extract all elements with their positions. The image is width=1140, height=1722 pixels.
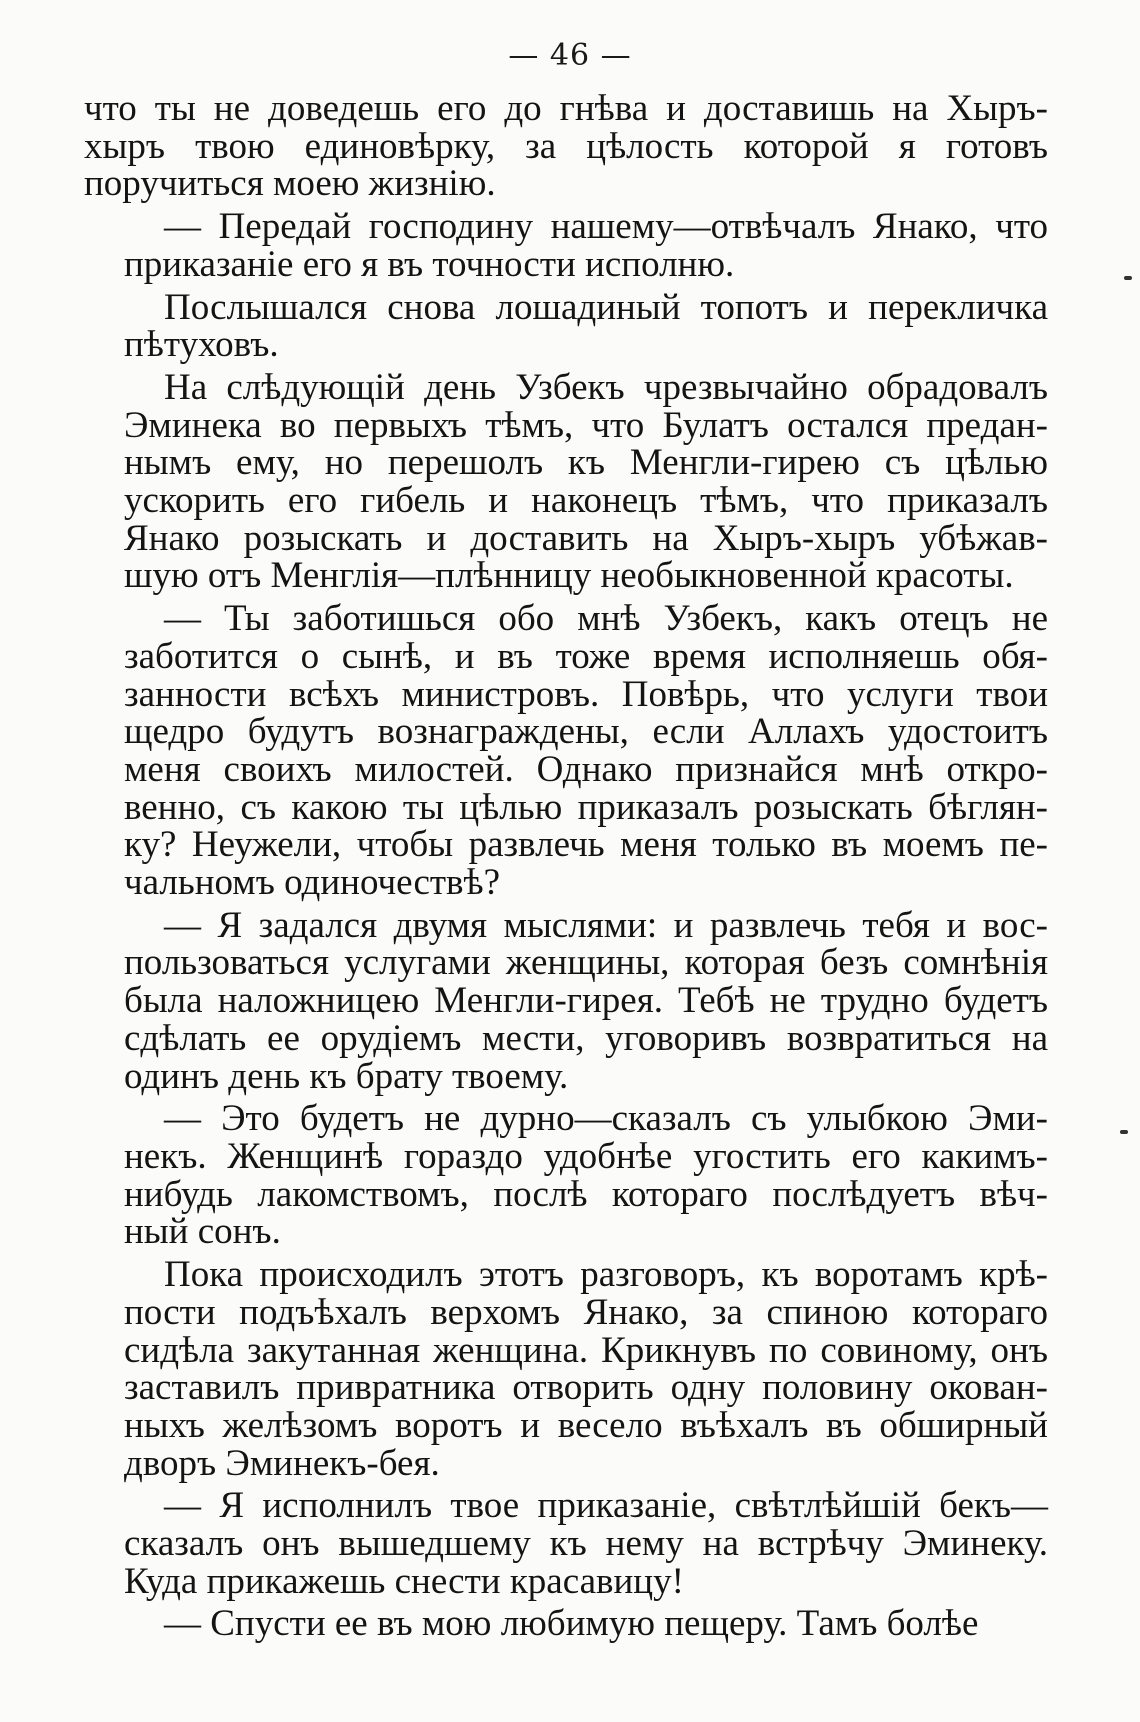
text-line: некъ. Женщинѣ гораздо удобнѣе угостить его какимъ- xyxy=(124,1135,1048,1177)
text-line: — Ты заботишься обо мнѣ Узбекъ, какъ отецъ не xyxy=(164,598,1048,640)
paragraph xyxy=(84,1256,1048,1482)
text-line: поручиться моею жизнію. xyxy=(84,163,496,205)
text-line: что ты не доведешь его до гнѣва и доставишь на Хыръ- xyxy=(84,88,1048,129)
body-text xyxy=(84,90,1048,1643)
text-line: Янако розыскать и доставить на Хыръ-хыръ убѣжав- xyxy=(124,517,1048,559)
text-line: Послышался снова лошадиный топотъ и перекличка xyxy=(164,286,1048,328)
text-line: заставилъ привратника отворить одну половину окован- xyxy=(124,1367,1048,1409)
text-line: одинъ день къ брату твоему. xyxy=(124,1055,569,1097)
text-line: сказалъ онъ вышедшему къ нему на встрѣчу Эминеку. xyxy=(124,1523,1048,1565)
paragraph xyxy=(84,600,1048,902)
paragraph xyxy=(84,1605,1048,1643)
text-line: — Спусти ее въ мою любимую пещеру. Тамъ болѣе xyxy=(164,1603,979,1645)
text-line: дворъ Эминекъ-бея. xyxy=(124,1442,440,1484)
text-line: Эминека во первыхъ тѣмъ, что Булатъ остался предан- xyxy=(124,404,1048,446)
paragraph xyxy=(84,286,1048,366)
paragraph xyxy=(84,1100,1048,1251)
text-line: пѣтуховъ. xyxy=(124,324,279,366)
text-line: Куда прикажешь снести красавицу! xyxy=(124,1560,684,1602)
page-number: — 46 — xyxy=(508,38,632,73)
text-line: пользоваться услугами женщины, которая безъ сомнѣнія xyxy=(124,942,1048,984)
paragraph xyxy=(84,90,1048,203)
text-line: венно, съ какою ты цѣлью приказалъ розыскать бѣглян- xyxy=(124,786,1048,828)
paragraph xyxy=(84,904,1048,1097)
text-line: — Я задался двумя мыслями: и развлечь тебя и вос- xyxy=(164,904,1048,946)
paragraph xyxy=(84,366,1048,597)
text-line: щедро будутъ вознаграждены, если Аллахъ удостоитъ xyxy=(124,711,1048,753)
paragraph xyxy=(84,208,1048,283)
text-line: Пока происходилъ этотъ разговоръ, къ воротамъ крѣ- xyxy=(164,1254,1048,1296)
text-line: хыръ твою единовѣрку, за цѣлость которой я готовъ xyxy=(84,125,1048,167)
text-line: чальномъ одиночествѣ? xyxy=(124,862,501,904)
text-line: пости подъѣхалъ верхомъ Янако, за спиною котораго xyxy=(124,1291,1048,1333)
text-line: шую отъ Менглія—плѣнницу необыкновенной красоты. xyxy=(124,555,1014,597)
text-line: сдѣлать ее орудіемъ мести, уговоривъ возвратиться на xyxy=(124,1017,1048,1059)
text-line: — Это будетъ не дурно—сказалъ съ улыбкою Эми- xyxy=(164,1098,1048,1140)
text-line: приказаніе его я въ точности исполню. xyxy=(124,243,735,285)
text-line: На слѣдующій день Узбекъ чрезвычайно обрадовалъ xyxy=(164,366,1048,408)
text-line: — Передай господину нашему—отвѣчалъ Янако, что xyxy=(164,206,1048,248)
text-line: нымъ ему, но перешолъ къ Менгли-гирею съ цѣлью xyxy=(124,442,1048,484)
text-line: ный сонъ. xyxy=(124,1211,281,1253)
text-line: ныхъ желѣзомъ воротъ и весело въѣхалъ въ обширный xyxy=(124,1404,1048,1446)
text-line: ку? Неужели, чтобы развлечь меня только въ моемъ пе- xyxy=(124,824,1048,866)
text-line: заботится о сынѣ, и въ тоже время исполняешь обя- xyxy=(124,635,1048,677)
text-line: занности всѣхъ министровъ. Повѣрь, что услуги твои xyxy=(124,673,1048,715)
paragraph xyxy=(84,1487,1048,1600)
text-line: — Я исполнилъ твое приказаніе, свѣтлѣйшій бекъ— xyxy=(164,1485,1048,1527)
text-line: нибудь лакомствомъ, послѣ котораго послѣдуетъ вѣч- xyxy=(124,1173,1048,1215)
text-line: была наложницею Менгли-гирея. Тебѣ не трудно будетъ xyxy=(124,980,1048,1022)
text-line: меня своихъ милостей. Однако признайся мнѣ откро- xyxy=(124,748,1048,790)
margin-mark xyxy=(1120,1130,1128,1134)
text-line: сидѣла закутанная женщина. Крикнувъ по совиному, онъ xyxy=(124,1329,1048,1371)
text-line: ускорить его гибель и наконецъ тѣмъ, что приказалъ xyxy=(124,480,1048,522)
margin-mark xyxy=(1124,276,1132,280)
